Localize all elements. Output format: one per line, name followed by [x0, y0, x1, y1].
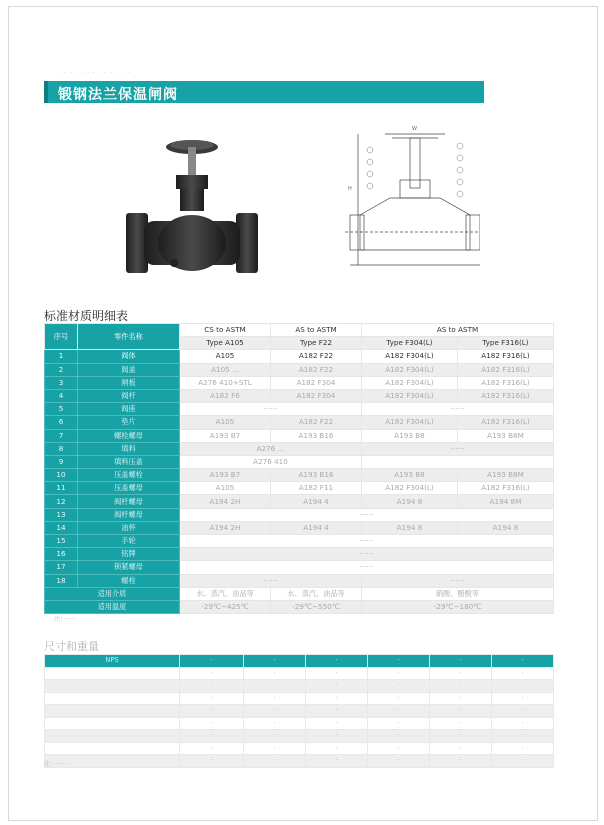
row-value: A105	[180, 482, 271, 495]
row-value: -29℃~425℃	[180, 600, 271, 613]
dim-cell: ·	[244, 717, 306, 730]
row-part: 螺栓螺母	[78, 429, 180, 442]
row-value: A105	[180, 416, 271, 429]
row-part: 适用温度	[45, 600, 180, 613]
header-cs: CS to ASTM	[180, 324, 271, 337]
row-part: 螺栓	[78, 574, 180, 587]
dim-header: NPS	[45, 655, 180, 668]
row-no: 8	[45, 442, 78, 455]
table-row	[45, 403, 554, 416]
table-row	[45, 561, 554, 574]
dim-cell: ·	[368, 730, 430, 743]
table-row	[45, 350, 554, 363]
row-value: ······	[180, 561, 554, 574]
row-part: 阀杆螺母	[78, 508, 180, 521]
table-header-row	[45, 324, 554, 337]
table-row	[45, 363, 554, 376]
row-value: A276 ...	[180, 442, 362, 455]
valve-technical-drawing	[330, 120, 480, 292]
dim-cell: ·	[368, 680, 430, 693]
row-value: A182 F22	[271, 416, 362, 429]
dim-cell: ·	[430, 705, 492, 718]
row-value: A194 8	[458, 521, 554, 534]
faint-header-text: · · · · · · · · · · · · ·	[58, 70, 131, 77]
row-value: A182 F304(L)	[362, 376, 458, 389]
dim-cell: ·	[430, 692, 492, 705]
dim-cell: ·	[180, 730, 244, 743]
header-type-f22: Type F22	[271, 337, 362, 350]
dim-cell: ·	[180, 680, 244, 693]
row-value: A194 8	[362, 495, 458, 508]
row-value: A194 4	[271, 521, 362, 534]
row-part: 铭牌	[78, 548, 180, 561]
row-value: A182 F316(L)	[458, 416, 554, 429]
dim-cell	[45, 742, 180, 755]
table-row	[45, 442, 554, 455]
dim-cell: ·	[180, 705, 244, 718]
row-no: 10	[45, 469, 78, 482]
row-value: ······	[180, 548, 554, 561]
table-row	[45, 389, 554, 402]
row-no: 5	[45, 403, 78, 416]
title-banner	[44, 81, 484, 103]
table-row	[45, 692, 554, 705]
row-value: A105	[180, 350, 271, 363]
row-no: 12	[45, 495, 78, 508]
header-type-a105: Type A105	[180, 337, 271, 350]
table-header-row	[45, 655, 554, 668]
row-no: 2	[45, 363, 78, 376]
dim-cell: ·	[244, 680, 306, 693]
row-part: 阀体	[78, 350, 180, 363]
row-no: 15	[45, 535, 78, 548]
dim-cell: ·	[244, 730, 306, 743]
table-row	[45, 667, 554, 680]
dim-cell: ·	[244, 755, 306, 768]
row-value: A182 F316(L)	[458, 482, 554, 495]
dim-cell: ·	[306, 717, 368, 730]
table-row	[45, 495, 554, 508]
row-part: 闸板	[78, 376, 180, 389]
row-value: ······	[362, 403, 554, 416]
dim-cell: ·	[368, 742, 430, 755]
row-value: A182 F304	[271, 389, 362, 402]
row-no: 11	[45, 482, 78, 495]
row-value: A194 4	[271, 495, 362, 508]
dim-cell: ·	[368, 692, 430, 705]
dim-cell: ·	[180, 667, 244, 680]
row-value: A182 F304(L)	[362, 389, 458, 402]
table-row	[45, 730, 554, 743]
dim-cell: ·	[306, 680, 368, 693]
dim-header: ·	[492, 655, 554, 668]
table-row	[45, 416, 554, 429]
dim-cell: ·	[492, 667, 554, 680]
row-value: A193 B16	[271, 469, 362, 482]
dim-cell: ·	[492, 717, 554, 730]
row-no: 6	[45, 416, 78, 429]
row-part: 填料压盖	[78, 455, 180, 468]
dim-cell: ·	[430, 717, 492, 730]
row-value: A194 2H	[180, 521, 271, 534]
row-value: ······	[362, 442, 554, 455]
dim-label-w: W	[412, 126, 417, 132]
table-row	[45, 587, 554, 600]
row-value: 硝酸、醋酸等	[362, 587, 554, 600]
row-value: A276 410	[180, 455, 362, 468]
row-no: 16	[45, 548, 78, 561]
dim-cell	[45, 692, 180, 705]
row-no: 17	[45, 561, 78, 574]
table-row	[45, 508, 554, 521]
table-row	[45, 600, 554, 613]
dim-cell: ·	[492, 680, 554, 693]
row-part: 压盖螺栓	[78, 469, 180, 482]
row-part: 阀座	[78, 403, 180, 416]
header-part: 零件名称	[78, 324, 180, 350]
dim-cell	[45, 705, 180, 718]
dim-cell: ·	[306, 692, 368, 705]
dim-cell: ·	[368, 717, 430, 730]
dim-cell	[45, 667, 180, 680]
row-value: -29℃~180℃	[362, 600, 554, 613]
dim-cell	[45, 680, 180, 693]
dim-header: ·	[244, 655, 306, 668]
materials-table	[44, 323, 554, 614]
dim-cell	[45, 730, 180, 743]
dim-cell: ·	[492, 730, 554, 743]
row-value: A194 8	[362, 521, 458, 534]
row-value: A276 410+STL	[180, 376, 271, 389]
dim-cell: ·	[430, 730, 492, 743]
row-value: A182 F316(L)	[458, 350, 554, 363]
row-value: A182 F316(L)	[458, 363, 554, 376]
row-value: ······	[180, 535, 554, 548]
dim-header: ·	[368, 655, 430, 668]
row-value: A182 F22	[271, 350, 362, 363]
dim-header: ·	[306, 655, 368, 668]
row-part: 垫片	[78, 416, 180, 429]
dim-cell: ·	[492, 692, 554, 705]
row-no: 14	[45, 521, 78, 534]
row-value: A182 F304	[271, 376, 362, 389]
row-no: 7	[45, 429, 78, 442]
dim-cell: ·	[368, 755, 430, 768]
row-value: A194 2H	[180, 495, 271, 508]
table-row	[45, 429, 554, 442]
table-row	[45, 574, 554, 587]
dim-cell: ·	[430, 667, 492, 680]
table-row	[45, 469, 554, 482]
dim-header: ·	[180, 655, 244, 668]
row-part: 阀杆螺母	[78, 495, 180, 508]
table-row	[45, 376, 554, 389]
table-row	[45, 482, 554, 495]
dim-cell: ·	[430, 755, 492, 768]
dim-cell: ·	[368, 667, 430, 680]
dim-header: ·	[430, 655, 492, 668]
header-type-f304: Type F304(L)	[362, 337, 458, 350]
row-part: 阀盖	[78, 363, 180, 376]
row-value	[362, 455, 554, 468]
table-row	[45, 705, 554, 718]
table-row	[45, 535, 554, 548]
row-value: A193 B7	[180, 429, 271, 442]
dim-cell: ·	[430, 742, 492, 755]
table-row	[45, 521, 554, 534]
row-value: A182 F304(L)	[362, 482, 458, 495]
dim-cell: ·	[244, 667, 306, 680]
dim-cell: ·	[306, 705, 368, 718]
valve-photo	[116, 135, 268, 285]
row-no: 4	[45, 389, 78, 402]
dim-cell: ·	[306, 730, 368, 743]
row-part: 阀杆	[78, 389, 180, 402]
dim-cell: ·	[180, 742, 244, 755]
row-part: 适用介质	[45, 587, 180, 600]
row-value: ······	[180, 508, 554, 521]
row-value: A193 B8M	[458, 429, 554, 442]
row-no: 9	[45, 455, 78, 468]
table-row	[45, 717, 554, 730]
dimensions-note: 注：······	[44, 761, 66, 768]
row-value: A193 B8	[362, 469, 458, 482]
row-value: ······	[362, 574, 554, 587]
dim-cell: ·	[180, 717, 244, 730]
row-value: 水、蒸汽、油品等	[180, 587, 271, 600]
row-part: 压盖螺母	[78, 482, 180, 495]
dim-label-h: H	[348, 186, 352, 192]
dim-cell: ·	[306, 667, 368, 680]
row-value: A182 F304(L)	[362, 363, 458, 376]
row-no: 13	[45, 508, 78, 521]
row-value: A182 F11	[271, 482, 362, 495]
table-row	[45, 680, 554, 693]
row-part: 手轮	[78, 535, 180, 548]
row-value: A182 F316(L)	[458, 389, 554, 402]
header-type-f316: Type F316(L)	[458, 337, 554, 350]
page-title: 锻钢法兰保温闸阀	[58, 87, 178, 103]
header-as1: AS to ASTM	[271, 324, 362, 337]
dim-cell: ·	[492, 742, 554, 755]
table-row	[45, 548, 554, 561]
row-value: A182 F22	[271, 363, 362, 376]
row-value: -29℃~550℃	[271, 600, 362, 613]
dimensions-section-title: 尺寸和重量	[44, 640, 99, 653]
dim-cell: ·	[306, 742, 368, 755]
materials-section-title: 标准材质明细表	[44, 309, 129, 323]
row-part: 填料	[78, 442, 180, 455]
header-no: 序号	[45, 324, 78, 350]
row-value: A182 F304(L)	[362, 350, 458, 363]
row-value: A182 F316(L)	[458, 376, 554, 389]
dim-cell: ·	[492, 705, 554, 718]
row-value: ······	[180, 574, 362, 587]
dim-cell: ·	[244, 692, 306, 705]
row-no: 1	[45, 350, 78, 363]
dimensions-table	[44, 654, 554, 768]
dim-cell: ·	[306, 755, 368, 768]
table-row	[45, 742, 554, 755]
row-value: A194 8M	[458, 495, 554, 508]
table-row	[45, 455, 554, 468]
row-value: A182 F6	[180, 389, 271, 402]
header-as2: AS to ASTM	[362, 324, 554, 337]
dim-cell: ·	[244, 742, 306, 755]
row-value: A193 B8M	[458, 469, 554, 482]
row-value: 水、蒸汽、油品等	[271, 587, 362, 600]
dim-cell	[45, 717, 180, 730]
row-no: 3	[45, 376, 78, 389]
row-value: A193 B7	[180, 469, 271, 482]
row-no: 18	[45, 574, 78, 587]
row-value: A193 B16	[271, 429, 362, 442]
dim-cell: ·	[180, 755, 244, 768]
row-value: ······	[180, 403, 362, 416]
row-value: A193 B8	[362, 429, 458, 442]
dim-cell: ·	[368, 705, 430, 718]
dim-cell: ·	[244, 705, 306, 718]
table-row	[45, 755, 554, 768]
row-value: A105 ...	[180, 363, 271, 376]
dim-cell: ·	[492, 755, 554, 768]
materials-note: 注：······	[54, 616, 76, 623]
dim-cell: ·	[430, 680, 492, 693]
dim-cell: ·	[180, 692, 244, 705]
row-value: A182 F304(L)	[362, 416, 458, 429]
row-part: 锁紧螺母	[78, 561, 180, 574]
row-part: 油杯	[78, 521, 180, 534]
